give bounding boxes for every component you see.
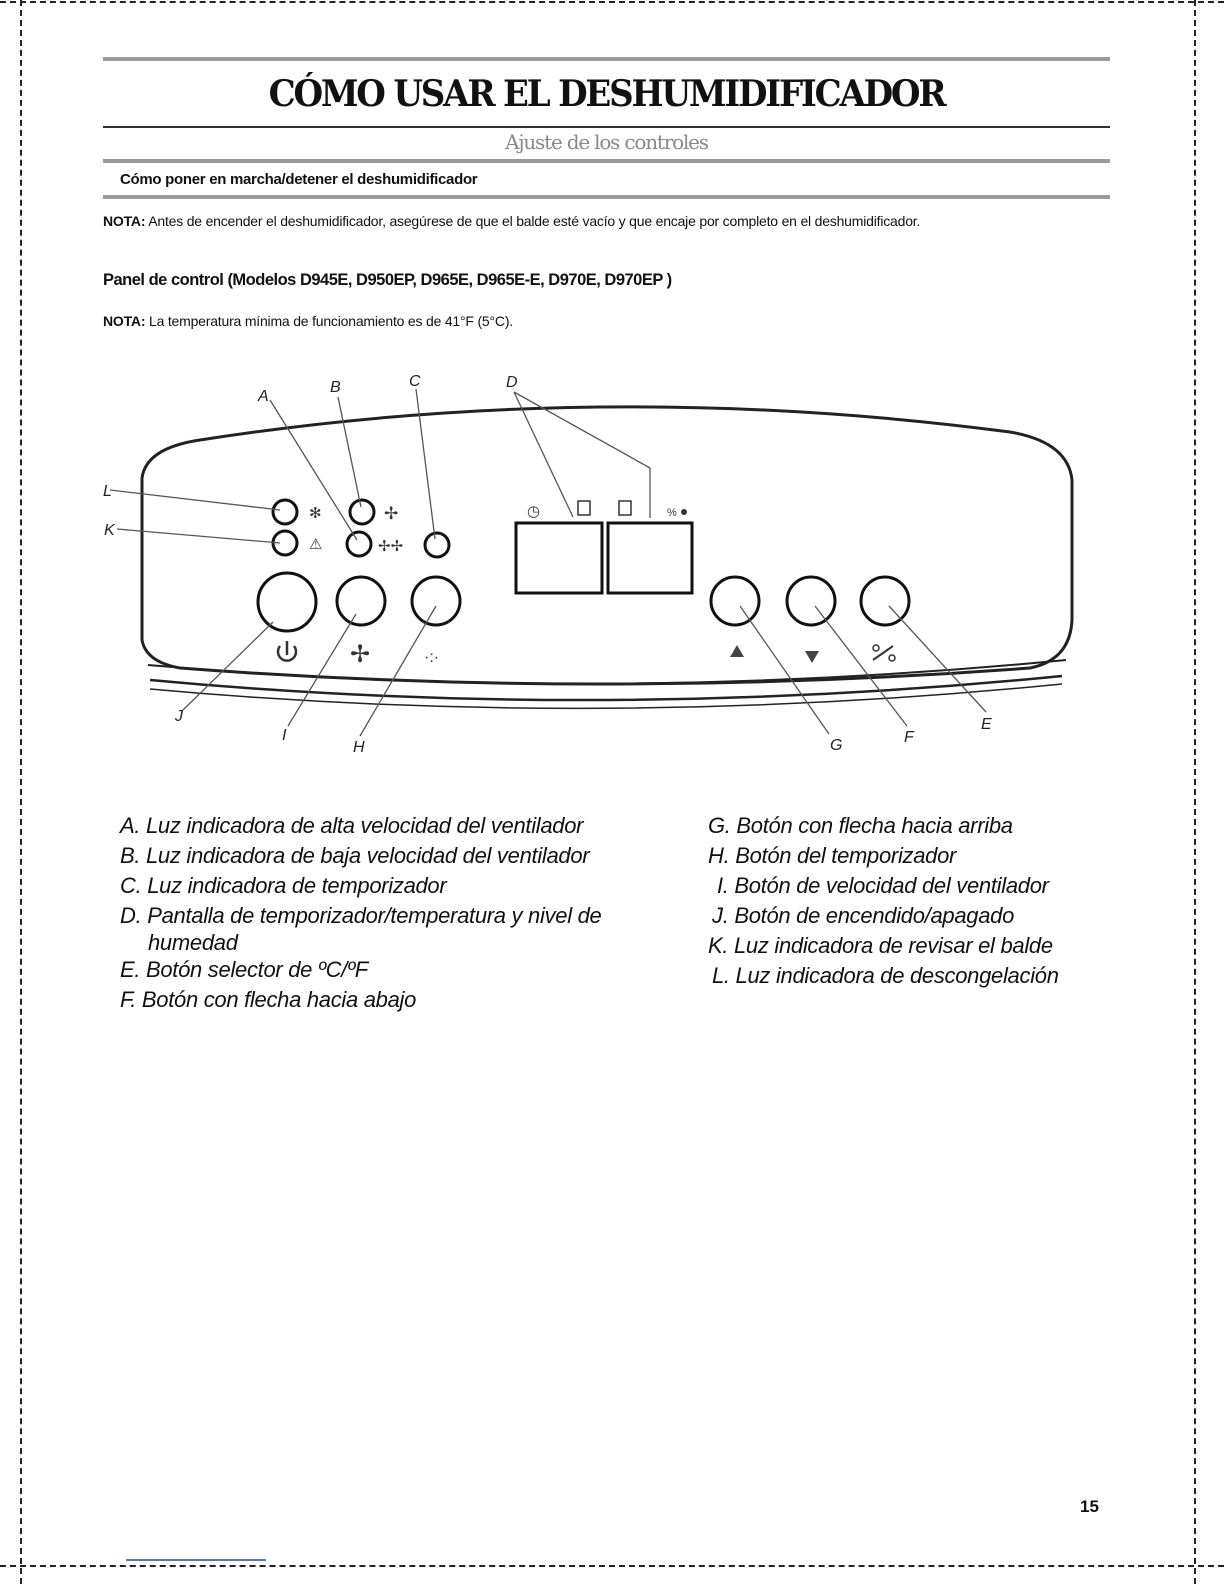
timer-button[interactable]	[412, 577, 460, 625]
timer-icon: ·:·	[424, 649, 440, 666]
low-fan-indicator-light	[350, 500, 374, 524]
legend-item-continued: humedad	[148, 930, 238, 955]
label-k: K	[104, 522, 115, 539]
clock-icon: ◷	[527, 503, 541, 520]
note-bucket	[103, 211, 1003, 232]
page-number: 15	[1080, 1497, 1099, 1516]
note-temperature	[103, 311, 513, 332]
page-title: CÓMO USAR EL DESHUMIDIFICADOR	[268, 72, 945, 116]
room-temp-icon	[578, 501, 590, 515]
fan-icon: ✢	[350, 641, 371, 668]
temperature-display	[516, 523, 602, 593]
label-f: F	[904, 729, 914, 746]
label-l: L	[103, 483, 112, 500]
panel-title: Panel de control (Modelos D945E, D950EP, D965E, D965E-E, D970E, D970EP )	[103, 271, 672, 289]
legend-item: F. Botón con flecha hacia abajo	[120, 987, 417, 1012]
warning-icon: ⚠	[309, 536, 323, 553]
humidity-display	[608, 523, 692, 593]
border-bottom	[0, 1565, 1224, 1567]
panel-edge-line	[148, 660, 1066, 684]
header-rule-top	[103, 57, 1110, 61]
power-icon	[278, 641, 296, 661]
room-humidity-icon	[619, 501, 631, 515]
arrow-up-icon	[730, 645, 744, 657]
border-top	[0, 1, 1224, 3]
snowflake-icon: ✻	[309, 505, 322, 522]
section-rule	[103, 195, 1110, 199]
note-text: Antes de encender el deshumidificador, asegúrese de que el balde esté vacío y que encaje por completo en el deshumidificador.	[145, 213, 921, 229]
legend-left	[120, 811, 601, 1015]
fan-high-icon: ✢✢	[378, 538, 404, 555]
label-h: H	[353, 739, 365, 756]
label-c: C	[409, 373, 421, 390]
fan-speed-button[interactable]	[337, 577, 385, 625]
celsius-fahrenheit-icon	[873, 645, 895, 661]
label-i: I	[282, 727, 287, 744]
header-rule-mid	[103, 126, 1110, 128]
legend-right	[708, 811, 1059, 991]
legend-item: D. Pantalla de temporizador/temperatura y nivel de	[120, 903, 602, 928]
label-g: G	[830, 737, 843, 754]
high-fan-indicator-light	[347, 532, 371, 556]
border-left	[20, 0, 22, 1584]
legend-item: L. Luz indicadora de descongelación	[712, 963, 1059, 988]
legend-item: K. Luz indicadora de revisar el balde	[708, 933, 1053, 958]
label-e: E	[981, 716, 992, 733]
footer-line	[126, 1559, 266, 1561]
legend-item: E. Botón selector de ºC/ºF	[120, 957, 368, 982]
label-b: B	[330, 379, 341, 396]
drop-icon	[681, 509, 687, 515]
label-a: A	[258, 388, 269, 405]
legend-item: I. Botón de velocidad del ventilador	[717, 873, 1049, 898]
note-label: NOTA:	[103, 313, 146, 329]
power-button[interactable]	[258, 573, 316, 631]
note-text: La temperatura mínima de funcionamiento es de 41°F (5°C).	[145, 313, 513, 329]
down-arrow-button[interactable]	[787, 577, 835, 625]
legend-item: C. Luz indicadora de temporizador	[120, 873, 447, 898]
label-j: J	[175, 708, 183, 725]
page-subtitle: Ajuste de los controles	[505, 130, 708, 154]
legend-item: B. Luz indicadora de baja velocidad del ventilador	[120, 843, 590, 868]
celsius-fahrenheit-button[interactable]	[861, 577, 909, 625]
label-d: D	[506, 374, 518, 391]
fan-low-icon: ✢	[384, 504, 399, 523]
border-right	[1194, 0, 1196, 1584]
section-heading: Cómo poner en marcha/detener el deshumidificador	[120, 171, 478, 188]
legend-item: H. Botón del temporizador	[708, 843, 957, 868]
legend-item: G. Botón con flecha hacia arriba	[708, 813, 1013, 838]
legend-item: A. Luz indicadora de alta velocidad del ventilador	[120, 813, 584, 838]
timer-indicator-light	[425, 533, 449, 557]
up-arrow-button[interactable]	[711, 577, 759, 625]
subtitle-rule	[103, 159, 1110, 163]
note-label: NOTA:	[103, 213, 146, 229]
percent-drop-icon: %	[667, 507, 677, 519]
legend-item: J. Botón de encendido/apagado	[712, 903, 1015, 928]
control-panel-diagram	[0, 360, 1224, 770]
defrost-indicator-light	[273, 500, 297, 524]
arrow-down-icon	[805, 651, 819, 663]
